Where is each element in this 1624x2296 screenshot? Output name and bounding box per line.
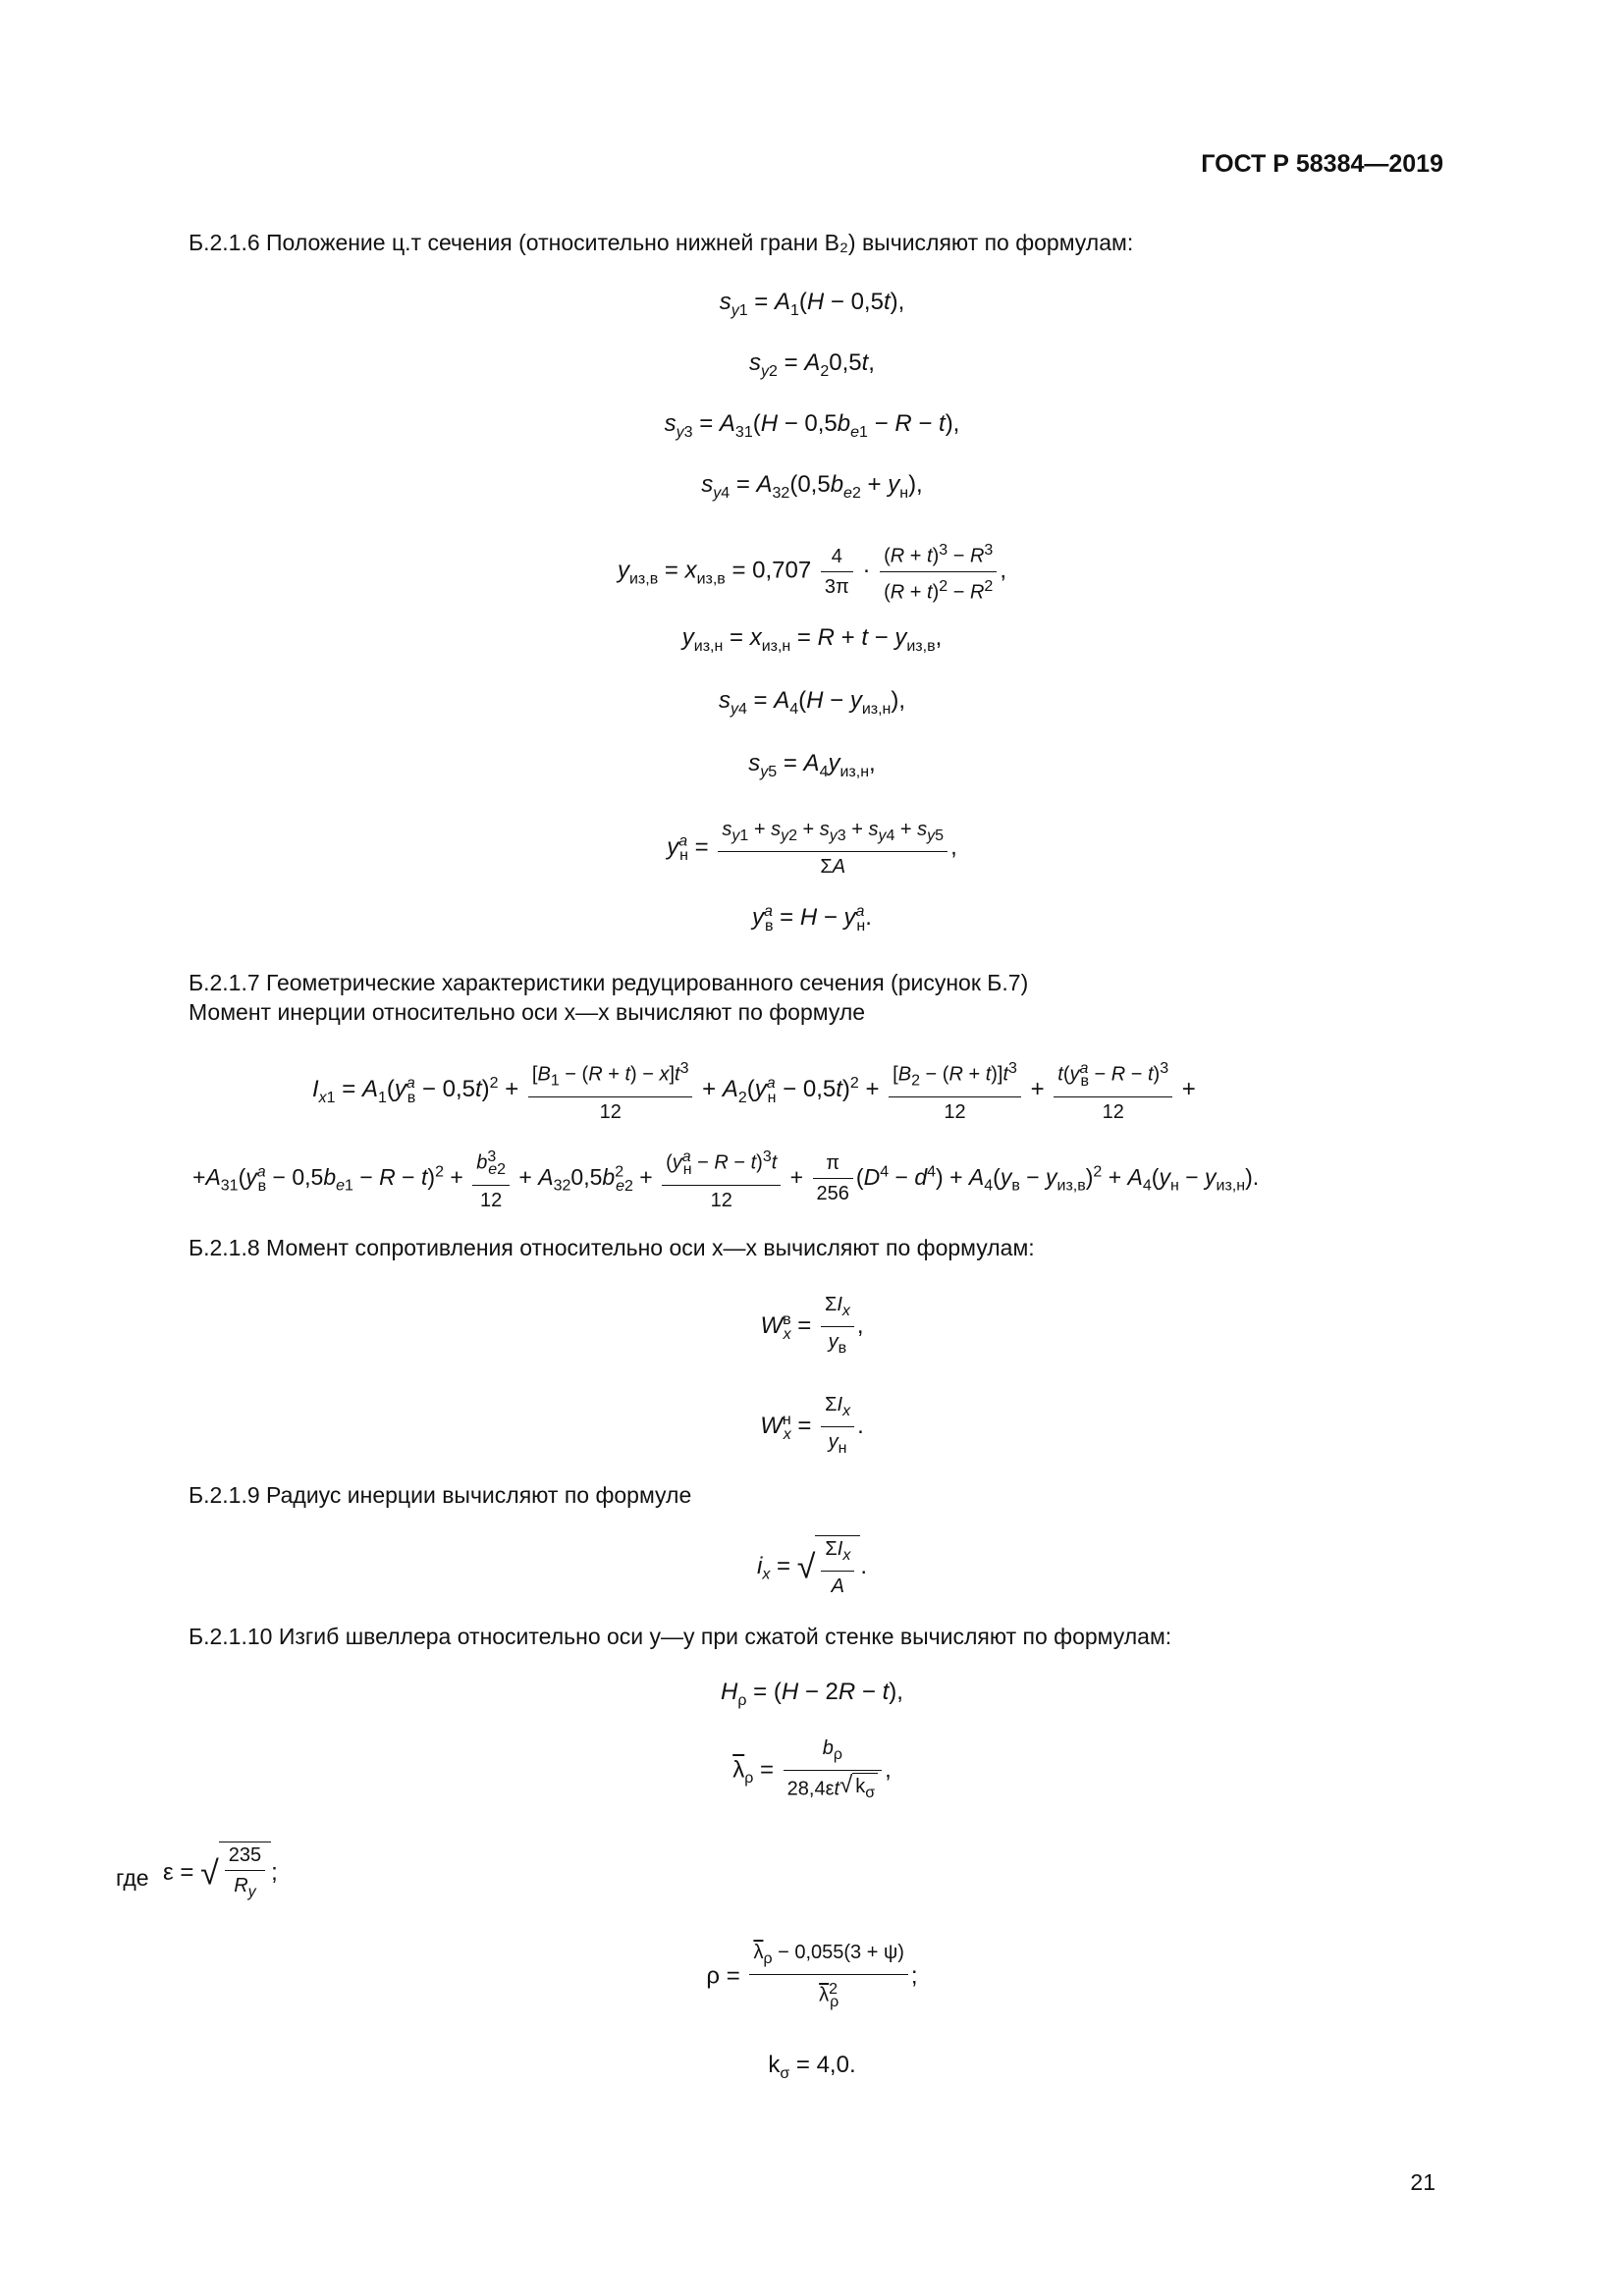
formula-yv-a: $y^a_в = H - y^a_н$. <box>752 903 872 934</box>
page-number: 21 <box>1410 2169 1435 2195</box>
section-b218-text: Б.2.1.8 Момент сопротивления относительно оси x—x вычисляют по формулам: <box>189 1235 1035 1260</box>
formula-epsilon: ε = √ $\frac{235}{R_y}$ ; <box>163 1842 278 1905</box>
section-b2110-text: Б.2.1.10 Изгиб швеллера относительно оси y—y при сжатой стенке вычисляют по формулам: <box>189 1624 1172 1649</box>
formula-sy1: $s_{y1} = A_1(H - 0,5t)$, <box>719 289 905 319</box>
formula-ix: $i_x$ = √ $\frac{\Sigma I_x}{A}$ . <box>0 1535 1624 1599</box>
formula-sy3: $s_{y3} = A_{31}(H - 0,5b_{e1} - R - t)$, <box>664 410 960 441</box>
formula-ix1-line2: $+A_{31}(y^a_в - 0,5b_{e1} - R - t)^2$ + $\frac{b^3_{e2}}{12}$ + $A_{32}0,5b^2_{e2}$ + $\frac{(y^a_н - R - t)^3t}{12}$ + $\frac{\pi}{256}$ $(D^4 - d^4) + A_4(y_в - y_{из,в})^2 + A_4(y_н - y_{из,н})$. <box>192 1145 1259 1213</box>
formula-sy4-b: $s_{y4} = A_4(H - y_{из,н})$, <box>718 687 906 718</box>
formula-ix1-line1: $I_{x1} = A_1(y^a_в - 0,5t)^2$ + $\frac{[B_1 - (R + t) - x]t^3}{12}$ + $A_2(y^a_н - 0,5t)^2$ + $\frac{[B_2 - (R + t)]t^3}{12}$ + $\frac{t(y^a_в - R - t)^3}{12}$ + <box>312 1056 1196 1125</box>
section-b216-text: Б.2.1.6 Положение ц.т сечения (относительно нижней грани B₂) вычисляют по формулам: <box>189 230 1134 255</box>
formula-wx-v: $W^в_x$ = $\frac{\Sigma I_x}{y_в}$ , <box>760 1294 864 1357</box>
formula-yn-a: $y^a_н$ = $\frac{s_{y1} + s_{y2} + s_{y3} + s_{y4} + s_{y5}}{\Sigma A}$ , <box>667 819 957 878</box>
formula-wx-n: $W^н_x$ = $\frac{\Sigma I_x}{y_н}$ . <box>760 1394 864 1457</box>
formula-h-rho: $H_\rho = (H - 2R - t)$, <box>721 1679 903 1709</box>
formula-y-iz-v: $y_{из,в} = x_{из,в} = 0,707$ $\frac{4}{3\pi}$ · $\frac{(R + t)^3 - R^3}{(R + t)^2 - R^2}$ , <box>0 538 1624 605</box>
formula-lambda-rho: $\overline{\lambda}_\rho$ = $\frac{b_\rho}{28,4\varepsilon t√ k_\sigma}$ , <box>0 1735 1624 1806</box>
formula-y-iz-n: $y_{из,н} = x_{из,н} = R + t - y_{из,в}$, <box>681 624 943 655</box>
where-label: где <box>116 1865 149 1891</box>
formula-k-sigma: $k_\sigma = 4,0$. <box>768 2052 856 2082</box>
section-b217-subtext: Момент инерции относительно оси x—x вычисляют по формуле <box>189 999 866 1025</box>
section-b217-text: Б.2.1.7 Геометрические характеристики редуцированного сечения (рисунок Б.7) <box>189 970 1029 995</box>
section-b219-text: Б.2.1.9 Радиус инерции вычисляют по формуле <box>189 1482 692 1508</box>
formula-rho: ρ = $\frac{\overline{\lambda}_\rho - 0,055(3 + \psi)}{\overline{\lambda}^2_\rho}$ ; <box>706 1942 918 2010</box>
formula-sy4: $s_{y4} = A_{32}(0,5b_{e2} + y_н)$, <box>701 471 923 502</box>
formula-sy2: $s_{y2} = A_20,5t$, <box>749 349 875 380</box>
formula-sy5: $s_{y5} = A_4y_{из,н}$, <box>748 750 876 780</box>
document-code: ГОСТ Р 58384—2019 <box>1201 150 1443 178</box>
